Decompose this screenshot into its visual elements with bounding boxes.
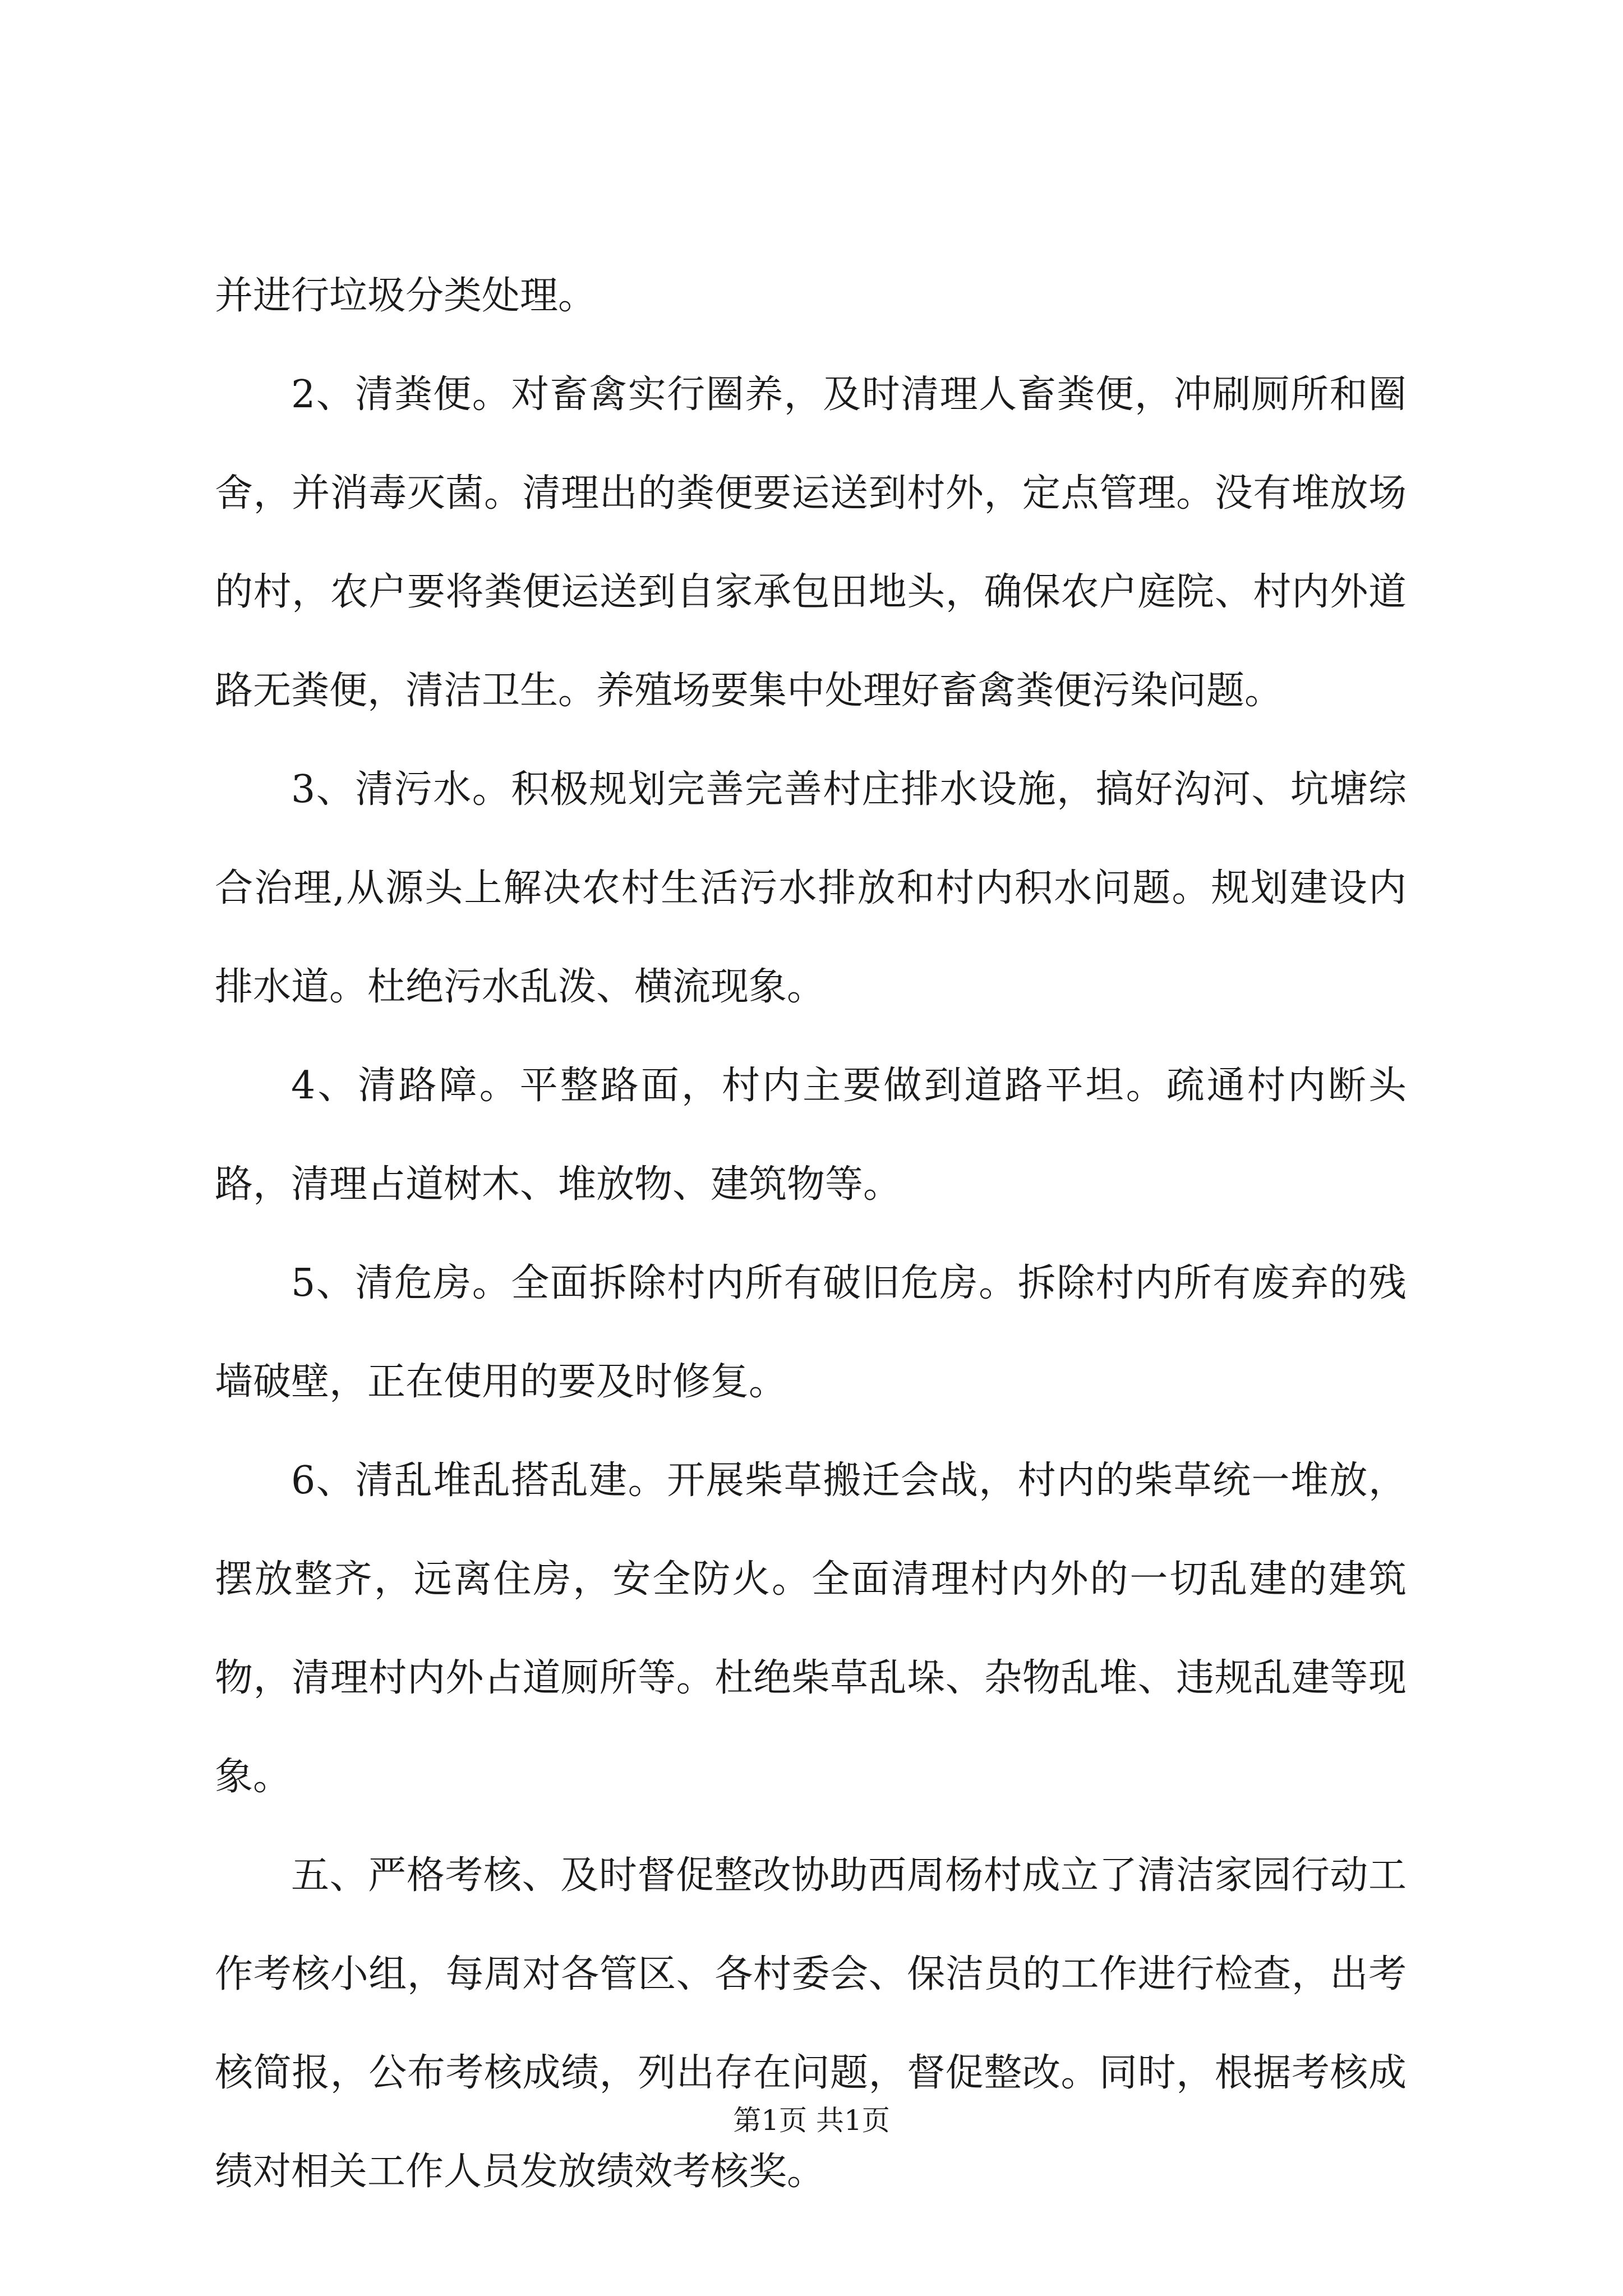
- page-footer: 第1页 共1页: [733, 2104, 890, 2137]
- document-body: [215, 247, 1407, 2221]
- paragraph-clean-roadblocks: 4、清路障。平整路面，村内主要做到道路平坦。疏通村内断头路，清理占道树木、堆放物、建筑物等。: [215, 1064, 1407, 1207]
- paragraph-clean-dangerous-houses: 5、清危房。全面拆除村内所有破旧危房。拆除村内所有废弃的残墙破壁，正在使用的要及时修复。: [215, 1261, 1407, 1404]
- paragraph-clean-illegal-construction: 6、清乱堆乱搭乱建。开展柴草搬迁会战，村内的柴草统一堆放，摆放整齐，远离住房，安全防火。全面清理村内外的一切乱建的建筑物，清理村内外占道厕所等。杜绝柴草乱垛、杂物乱堆、违规乱建等现象。: [215, 1458, 1407, 1799]
- paragraph-continuation: 并进行垃圾分类处理。: [215, 274, 597, 318]
- paragraph-clean-manure: 2、清粪便。对畜禽实行圈养，及时清理人畜粪便，冲刷厕所和圈舍，并消毒灭菌。清理出的粪便要运送到村外，定点管理。没有堆放场的村，农户要将粪便运送到自家承包田地头，确保农户庭院、村内外道路无粪便，清洁卫生。养殖场要集中处理好畜禽粪便污染问题。: [215, 372, 1407, 713]
- paragraph-clean-sewage: 3、清污水。积极规划完善完善村庄排水设施，搞好沟河、坑塘综合治理,从源头上解决农村生活污水排放和村内积水问题。规划建设内排水道。杜绝污水乱泼、横流现象。: [215, 767, 1407, 1009]
- paragraph-strict-assessment: 五、严格考核、及时督促整改协助西周杨村成立了清洁家园行动工作考核小组，每周对各管区、各村委会、保洁员的工作进行检查，出考核简报，公布考核成绩，列出存在问题，督促整改。同时，根据考核成绩对相关工作人员发放绩效考核奖。: [215, 1853, 1407, 2194]
